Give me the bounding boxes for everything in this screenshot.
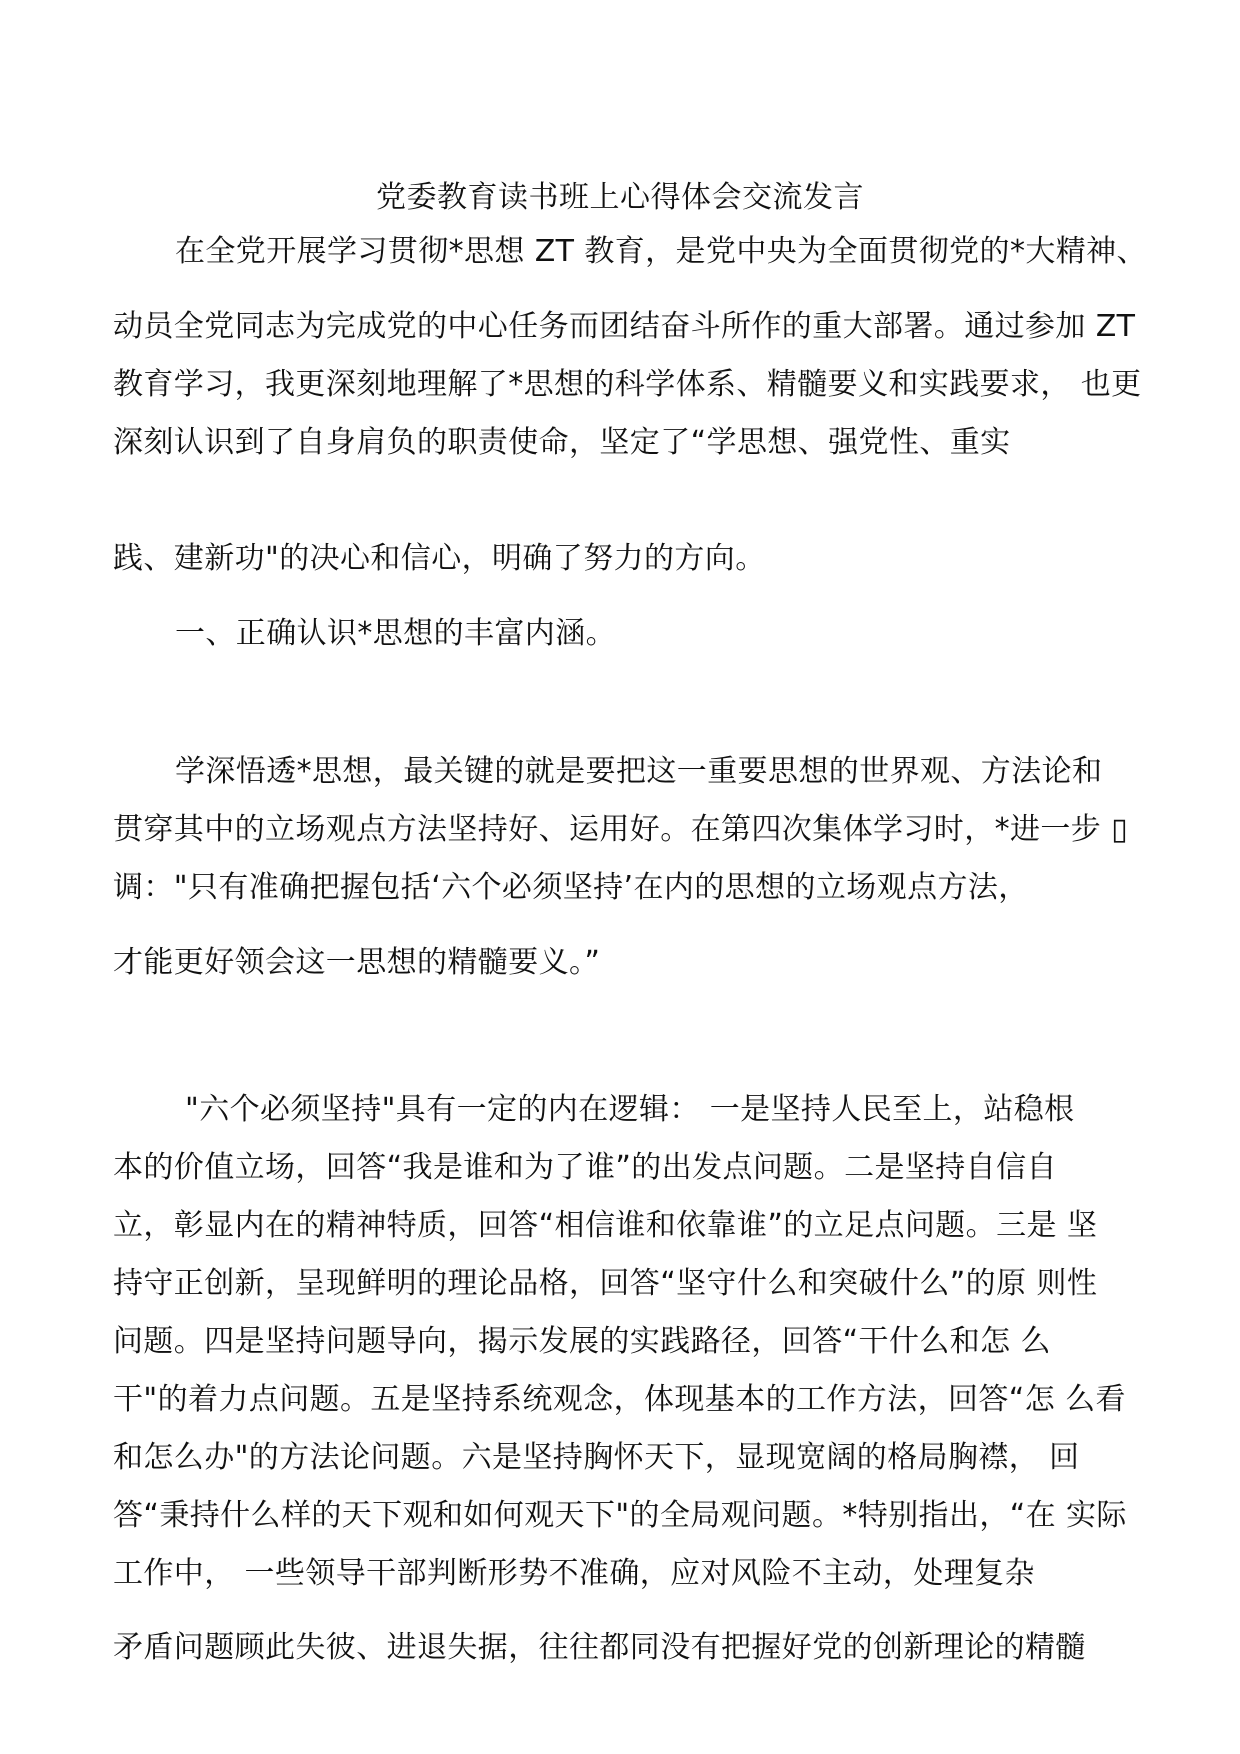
paragraph-line: 调："只有准确把握包括‘六个必须坚持’在内的思想的立场观点方法， bbox=[113, 870, 1029, 905]
paragraph-line: 答“秉持什么样的天下观和如何观天下"的全局观问题。*特别指出，“在 实际 bbox=[113, 1498, 1127, 1533]
paragraph-line: 在全党开展学习贯彻*思想 ZT 教育，是党中央为全面贯彻党的*大精神、 bbox=[175, 234, 1147, 269]
document-title: 党委教育读书班上心得体会交流发言 bbox=[376, 180, 864, 215]
paragraph-line: 立，彰显内在的精神特质，回答“相信谁和依靠谁”的立足点问题。三是 坚 bbox=[113, 1208, 1098, 1243]
paragraph-line: 和怎么办"的方法论问题。六是坚持胸怀天下，显现宽阔的格局胸襟， 回 bbox=[113, 1440, 1080, 1475]
paragraph-line: 干"的着力点问题。五是坚持系统观念，体现基本的工作方法，回答“怎 么看 bbox=[113, 1382, 1126, 1417]
paragraph-line: 问题。四是坚持问题导向，揭示发展的实践路径，回答“干什么和怎 么 bbox=[113, 1324, 1051, 1359]
paragraph-line: 践、建新功"的决心和信心，明确了努力的方向。 bbox=[113, 541, 766, 576]
paragraph-line: 深刻认识到了自身肩负的职责使命，坚定了“学思想、强党性、重实 bbox=[113, 425, 1011, 460]
paragraph-line: 矛盾问题顾此失彼、进退失据，往往都同没有把握好党的创新理论的精髓 bbox=[113, 1630, 1086, 1665]
paragraph-line: 才能更好领会这一思想的精髓要义。” bbox=[113, 945, 601, 980]
section-heading: 一、正确认识*思想的丰富内涵。 bbox=[175, 616, 616, 651]
paragraph-line: 贯穿其中的立场观点方法坚持好、运用好。在第四次集体学习时，*进一步 ▯ bbox=[113, 812, 1129, 847]
paragraph-line: 本的价值立场，回答“我是谁和为了谁”的出发点问题。二是坚持自信自 bbox=[113, 1150, 1057, 1185]
paragraph-line: "六个必须坚持"具有一定的内在逻辑： 一是坚持人民至上，站稳根 bbox=[185, 1092, 1075, 1127]
paragraph-line: 动员全党同志为完成党的中心任务而团结奋斗所作的重大部署。通过参加 ZT bbox=[113, 309, 1136, 344]
paragraph-line: 持守正创新，呈现鲜明的理论品格，回答“坚守什么和突破什么”的原 则性 bbox=[113, 1266, 1098, 1301]
paragraph-line: 教育学习，我更深刻地理解了*思想的科学体系、精髓要义和实践要求， 也更 bbox=[113, 367, 1142, 402]
paragraph-line: 工作中， 一些领导干部判断形势不准确，应对风险不主动，处理复杂 bbox=[113, 1556, 1035, 1591]
paragraph-line: 学深悟透*思想，最关键的就是要把这一重要思想的世界观、方法论和 bbox=[175, 754, 1103, 789]
